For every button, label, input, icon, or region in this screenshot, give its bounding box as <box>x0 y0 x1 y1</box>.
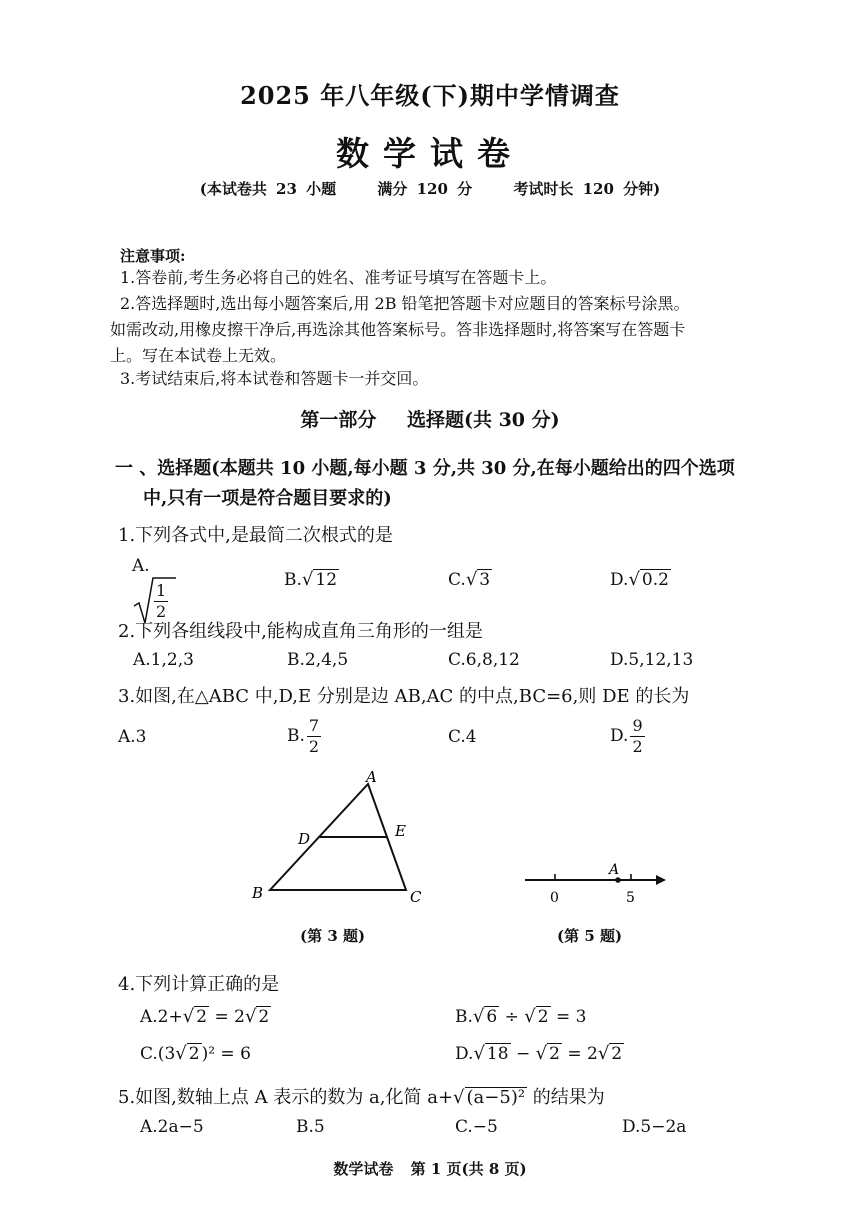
expr-text: ÷ <box>499 1007 525 1027</box>
fraction <box>630 716 644 757</box>
vertex-b-label: B <box>252 884 264 902</box>
midpoint-d-label: D <box>298 830 311 848</box>
radicand: 2 <box>549 1044 560 1064</box>
sqrt-icon: √ <box>524 1006 536 1027</box>
option-label: C. <box>448 570 466 590</box>
numerator: 1 <box>156 580 167 600</box>
exam-title: 2025 年八年级(下)期中学情调查 <box>240 81 620 110</box>
question-1-option-c <box>448 569 492 590</box>
radicand: 3 <box>479 570 491 590</box>
radicand: 2 <box>611 1044 623 1064</box>
option-label: D. <box>610 726 629 746</box>
denominator: 2 <box>156 601 167 621</box>
point-a-label: A <box>609 862 620 878</box>
sqrt-icon: √ <box>535 1043 548 1064</box>
question-4-stem: 4.下列计算正确的是 <box>118 974 280 995</box>
question-2-option-d: D.5,12,13 <box>610 650 694 670</box>
question-1-option-a <box>132 556 186 626</box>
expr-text: )² = 6 <box>201 1044 251 1064</box>
numerator: 7 <box>308 716 320 735</box>
midpoint-e-label: E <box>395 822 406 840</box>
notice-item-2: 2.答选择题时,选出每小题答案后,用 2B 铅笔把答题卡对应题目的答案标号涂黑。 <box>120 294 690 313</box>
question-1-option-b <box>284 569 339 590</box>
question-2-option-b: B.2,4,5 <box>287 650 349 670</box>
radicand: 18 <box>486 1044 509 1064</box>
radicand: 0.2 <box>641 570 669 590</box>
part-title <box>0 405 860 432</box>
denominator: 2 <box>632 737 643 756</box>
footer-page-number: 第 1 页(共 8 页) <box>410 1160 527 1178</box>
section-heading-cont: 中,只有一项是符合题目要求的) <box>143 488 392 509</box>
question-2-stem: 2.下列各组线段中,能构成直角三角形的一组是 <box>118 621 483 642</box>
exam-info <box>0 178 860 199</box>
option-label: B. <box>287 726 305 746</box>
radicand: 12 <box>315 570 338 590</box>
sqrt-icon: √ <box>473 1043 485 1064</box>
figure-5-number-line <box>520 860 670 910</box>
question-3-option-c: C.4 <box>448 727 477 747</box>
question-5-option-b: B.5 <box>296 1117 325 1137</box>
expr-text: = 2 <box>561 1044 598 1064</box>
sqrt-icon: √ <box>301 569 314 590</box>
vertex-a-label: A <box>366 770 377 786</box>
question-4-option-b <box>455 1006 586 1027</box>
radicand: 2 <box>196 1007 208 1027</box>
subject-title: 数学试卷 <box>336 134 524 173</box>
question-5-stem <box>118 1083 605 1109</box>
stem-text: 的结果为 <box>527 1087 605 1108</box>
notice-heading: 注意事项: <box>120 247 186 265</box>
notice-item-2-end: 上。写在本试卷上无效。 <box>110 346 287 365</box>
sqrt-icon: √ <box>628 569 640 590</box>
point-a <box>615 877 621 883</box>
question-1-stem: 1.下列各式中,是最简二次根式的是 <box>118 525 393 546</box>
numerator: 9 <box>632 716 643 735</box>
notice-item-1: 1.答卷前,考生务必将自己的姓名、准考证号填写在答题卡上。 <box>120 268 557 287</box>
part-number: 第一部分 <box>300 409 377 431</box>
question-4-option-a <box>140 1006 271 1027</box>
question-5-option-d: D.5−2a <box>622 1117 687 1137</box>
fraction <box>307 716 321 757</box>
question-2-option-a: A.1,2,3 <box>133 650 194 670</box>
sqrt-icon: √ <box>244 1006 257 1027</box>
sqrt-icon: √ <box>453 1087 465 1108</box>
tick-five-label: 5 <box>626 890 635 906</box>
sqrt-icon: √ <box>182 1006 195 1027</box>
vertex-c-label: C <box>410 888 422 906</box>
question-5-option-c: C.−5 <box>455 1117 498 1137</box>
question-3-option-d <box>610 716 645 757</box>
tick-zero-label: 0 <box>550 890 559 906</box>
question-5-option-a: A.2a−5 <box>140 1117 204 1137</box>
exam-duration: 考试时长 120 分钟) <box>513 180 661 198</box>
arrow-right-icon <box>656 875 666 885</box>
radicand: 6 <box>486 1007 498 1027</box>
expr-text: A.2+ <box>140 1007 183 1027</box>
expr-text: D. <box>455 1044 474 1064</box>
question-4-option-c <box>140 1043 251 1064</box>
denominator: 2 <box>308 737 320 756</box>
question-1-option-d <box>610 569 671 590</box>
figure-3-caption: (第 3 题) <box>300 927 366 945</box>
radicand: 2 <box>537 1007 549 1027</box>
question-3-option-a: A.3 <box>118 727 147 747</box>
expr-text: = 3 <box>550 1007 587 1027</box>
option-label: B. <box>284 570 302 590</box>
option-label: A. <box>132 556 150 576</box>
expr-text: = 2 <box>209 1007 245 1027</box>
expr-text: C.(3 <box>140 1044 176 1064</box>
sqrt-icon: √ <box>175 1043 187 1064</box>
question-3-option-b <box>287 716 321 757</box>
question-count: (本试卷共 23 小题 <box>199 180 337 198</box>
full-score: 满分 120 分 <box>377 180 473 198</box>
fraction <box>154 581 168 622</box>
figure-5-caption: (第 5 题) <box>557 927 623 945</box>
sqrt-icon: √ <box>472 1006 485 1027</box>
question-2-option-c: C.6,8,12 <box>448 650 520 670</box>
sqrt-icon: √ <box>465 569 478 590</box>
expr-text: − <box>510 1044 536 1064</box>
part-name: 选择题(共 30 分) <box>406 409 560 431</box>
notice-item-3: 3.考试结束后,将本试卷和答题卡一并交回。 <box>120 369 429 388</box>
question-4-option-d <box>455 1043 624 1064</box>
stem-text: 5.如图,数轴上点 A 表示的数为 a,化简 a+ <box>118 1087 454 1108</box>
option-label: D. <box>610 570 629 590</box>
radicand: 2 <box>258 1007 270 1027</box>
question-3-stem: 3.如图,在△ABC 中,D,E 分别是边 AB,AC 的中点,BC=6,则 DE 的长为 <box>118 686 690 707</box>
page-footer <box>0 1158 860 1179</box>
radicand: (a−5)² <box>466 1087 526 1108</box>
footer-subject: 数学试卷 <box>333 1160 394 1178</box>
sqrt-icon: √ <box>597 1043 610 1064</box>
notice-item-2-cont: 如需改动,用橡皮擦干净后,再选涂其他答案标号。答非选择题时,将答案写在答题卡 <box>110 320 686 339</box>
figure-3-triangle <box>240 770 440 910</box>
radicand: 2 <box>188 1044 200 1064</box>
section-heading: 一 、选择题(本题共 10 小题,每小题 3 分,共 30 分,在每小题给出的四个选项 <box>115 458 735 479</box>
expr-text: B. <box>455 1007 473 1027</box>
